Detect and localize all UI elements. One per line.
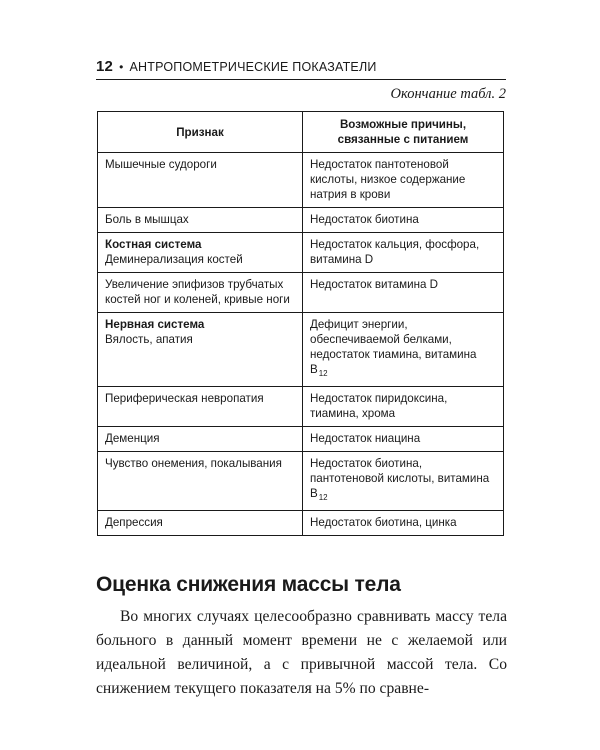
- table-row: [98, 313, 504, 387]
- sign-text: Деменция: [105, 432, 160, 445]
- sign-text: Боль в мышцах: [105, 213, 189, 226]
- cell-cause: [303, 273, 504, 313]
- section-heading: Костная система: [105, 238, 202, 251]
- sign-text: Периферическая невропатия: [105, 392, 264, 405]
- subscript: 12: [318, 369, 328, 378]
- running-head: [96, 58, 506, 75]
- cell-sign: [98, 233, 303, 273]
- chapter-title: АНТРОПОМЕТРИЧЕСКИЕ ПОКАЗАТЕЛИ: [129, 60, 377, 74]
- table-header-row: [98, 112, 504, 153]
- cell-cause: [303, 153, 504, 208]
- subscript: 12: [318, 493, 328, 502]
- sign-text: Увеличение эпифизов трубчатых костей ног и коленей, кривые ноги: [105, 278, 290, 306]
- cell-cause: [303, 313, 504, 387]
- sign-text: Вялость, апатия: [105, 333, 193, 346]
- cell-cause: [303, 208, 504, 233]
- cause-text: Недостаток ниацина: [310, 432, 421, 445]
- cause-text: Дефицит энергии, обеспечиваемой белками, недостаток тиамина, витамина B: [310, 318, 477, 376]
- table-row: [98, 387, 504, 427]
- table-row: [98, 233, 504, 273]
- table-row: [98, 511, 504, 536]
- cause-text: Недостаток биотина: [310, 213, 419, 226]
- cell-sign: [98, 387, 303, 427]
- cause-text: Недостаток биотина, пантотеновой кислоты, витамина B: [310, 457, 490, 500]
- table-row: [98, 452, 504, 511]
- cell-sign: [98, 452, 303, 511]
- section-heading: Нервная система: [105, 318, 205, 331]
- cause-text: Недостаток пантотеновой кислоты, низкое содержание натрия в крови: [310, 158, 466, 201]
- cell-sign: [98, 313, 303, 387]
- cell-sign: [98, 511, 303, 536]
- sign-text: Деминерализация костей: [105, 253, 243, 266]
- table-row: [98, 273, 504, 313]
- cause-text: Недостаток витамина D: [310, 278, 439, 291]
- cause-text: Недостаток биотина, цинка: [310, 516, 457, 529]
- section-title: Оценка снижения массы тела: [96, 573, 401, 596]
- body-paragraph: Во многих случаях целесообразно сравнивать массу тела больного в данный момент времени не с желаемой или идеальной величиной, а с привычной массой тела. Со снижением текущего показателя на 5% по сравне-: [96, 608, 507, 697]
- bullet-separator: •: [119, 60, 124, 74]
- column-header-causes: Возможные причины, связанные с питанием: [303, 112, 504, 153]
- cell-cause: [303, 233, 504, 273]
- cell-cause: [303, 427, 504, 452]
- sign-text: Депрессия: [105, 516, 163, 529]
- data-table: [97, 111, 504, 536]
- sign-text: Чувство онемения, покалывания: [105, 457, 282, 470]
- table-caption: Окончание табл. 2: [390, 86, 506, 102]
- cell-cause: [303, 452, 504, 511]
- page-number: 12: [96, 58, 114, 75]
- cause-text: Недостаток пиридоксина, тиамина, хрома: [310, 392, 448, 420]
- table-row: [98, 427, 504, 452]
- sign-text: Мышечные судороги: [105, 158, 217, 171]
- cell-sign: [98, 153, 303, 208]
- cause-text: Недостаток кальция, фосфора, витамина D: [310, 238, 480, 266]
- cell-sign: [98, 427, 303, 452]
- column-header-sign: Признак: [98, 112, 303, 153]
- cell-sign: [98, 208, 303, 233]
- table-row: [98, 153, 504, 208]
- table-body: [98, 153, 504, 536]
- header-rule: [96, 79, 506, 80]
- table-row: [98, 208, 504, 233]
- cell-cause: [303, 511, 504, 536]
- cell-cause: [303, 387, 504, 427]
- cell-sign: [98, 273, 303, 313]
